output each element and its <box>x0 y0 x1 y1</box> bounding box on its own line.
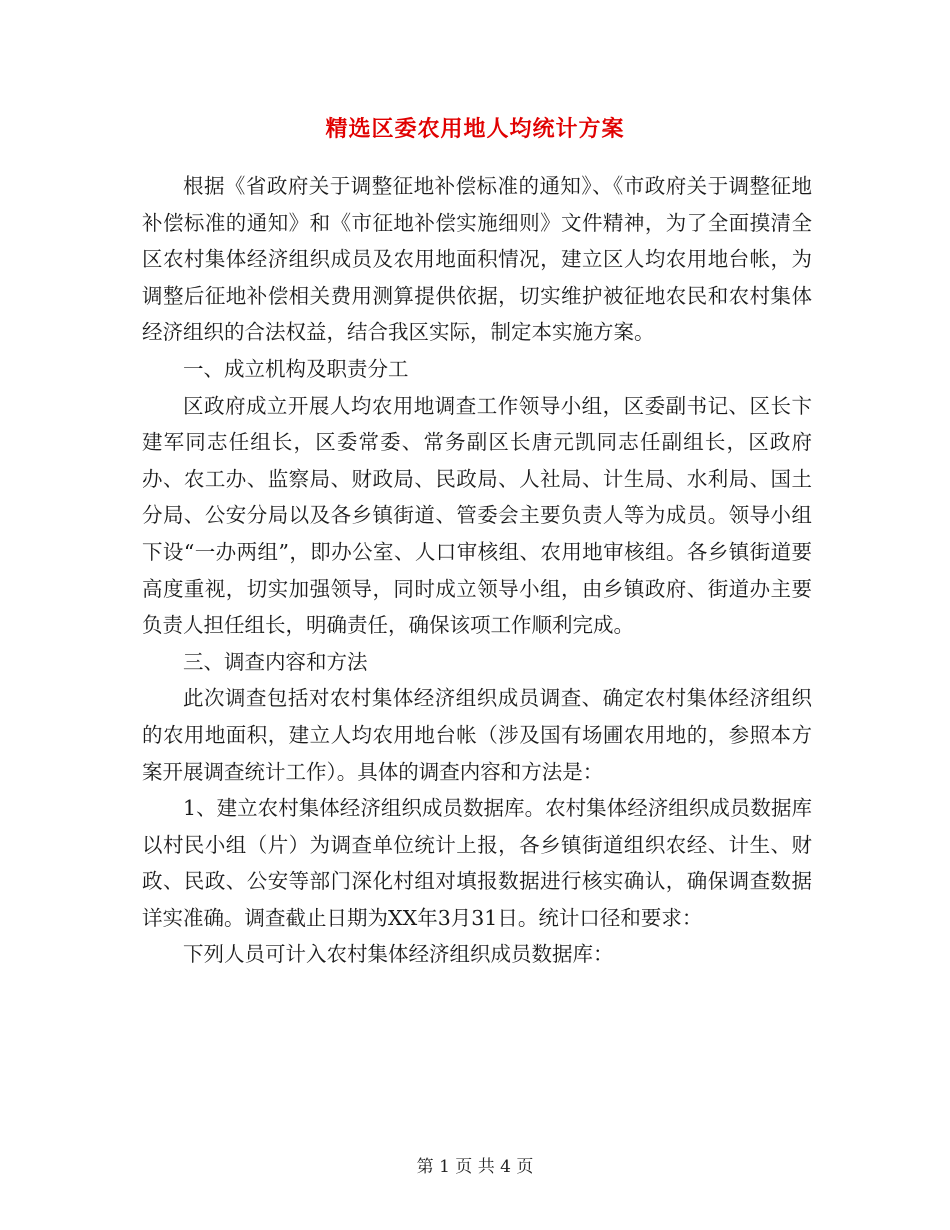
document-title: 精选区委农用地人均统计方案 <box>325 116 625 142</box>
page-number: 第 1 页 共 4 页 <box>416 1157 534 1177</box>
paragraph-eligible-persons: 下列人员可计入农村集体经济组织成员数据库： <box>183 942 614 967</box>
paragraph-survey-scope: 此次调查包括对农村集体经济组织成员调查、确定农村集体经济组织的农用地面积，建立人均农用地台帐（涉及国有场圃农用地的，参照本方案开展调查统计工作）。具体的调查内容和方法是： <box>142 686 812 784</box>
section-heading-1: 一、成立机构及职责分工 <box>183 356 409 381</box>
paragraph-organization: 区政府成立开展人均农用地调查工作领导小组，区委副书记、区长卞建军同志任组长，区委常委、常务副区长唐元凯同志任副组长，区政府办、农工办、监察局、财政局、民政局、人社局、计生局、水利局、国土分局、公安分局以及各乡镇街道、管委会主要负责人等为成员。领导小组下设“一办两组”，即办公室、人口审核组、农用地审核组。各乡镇街道要高度重视，切实加强领导，同时成立领导小组，由乡镇政府、街道办主要负责人担任组长，明确责任，确保该项工作顺利完成。 <box>142 393 812 638</box>
section-heading-3: 三、调查内容和方法 <box>183 649 368 674</box>
document-body <box>142 168 812 973</box>
paragraph-member-database: 1、建立农村集体经济组织成员数据库。农村集体经济组织成员数据库以村民小组（片）为调查单位统计上报，各乡镇街道组织农经、计生、财政、民政、公安等部门深化村组对填报数据进行核实确认，确保调查数据详实准确。调查截止日期为XX年3月31日。统计口径和要求： <box>142 796 812 930</box>
paragraph-intro: 根据《省政府关于调整征地补偿标准的通知》、《市政府关于调整征地补偿标准的通知》和《市征地补偿实施细则》文件精神，为了全面摸清全区农村集体经济组织成员及农用地面积情况，建立区人均农用地台帐，为调整后征地补偿相关费用测算提供依据，切实维护被征地农民和农村集体经济组织的合法权益，结合我区实际，制定本实施方案。 <box>142 174 812 345</box>
